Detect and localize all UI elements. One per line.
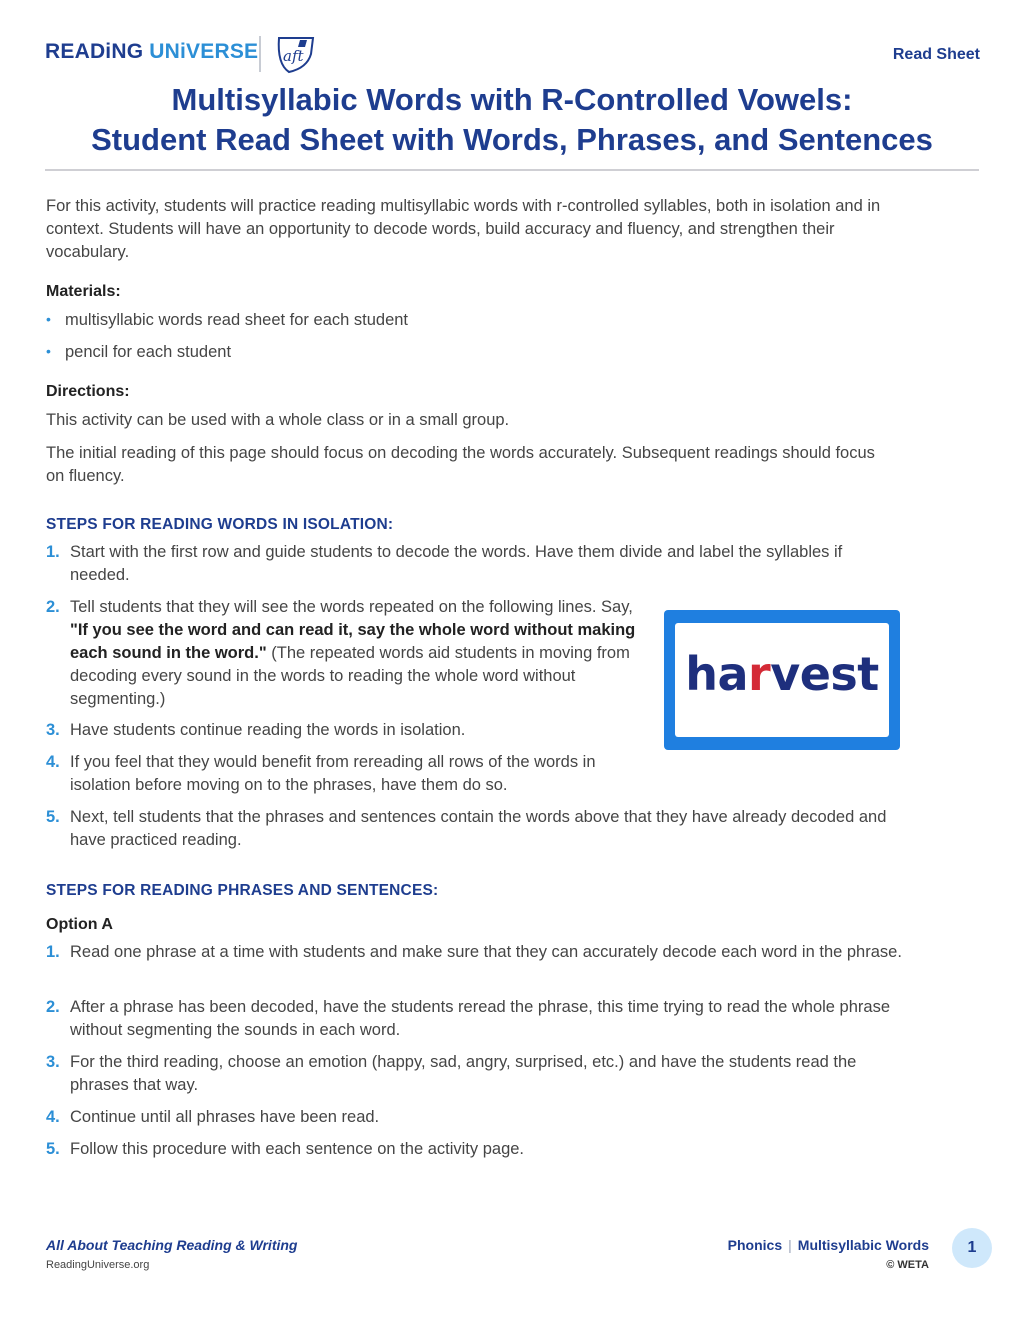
list-item: 4. If you feel that they would benefit from rereading all rows of the words in isolation before moving on to the phrases, have them do so. (46, 753, 596, 794)
list-item: 2. After a phrase has been decoded, have the students reread the phrase, this time trying to read the whole phrase without segmenting the sounds in each word. (46, 998, 891, 1039)
phrases-steps-list (46, 941, 916, 1170)
directions-paragraph-1: This activity can be used with a whole class or in a small group. (46, 411, 510, 429)
aft-logo-text: aft (283, 47, 304, 65)
title-divider (45, 169, 979, 171)
word-card-harvest (664, 610, 900, 750)
list-item: • pencil for each student (46, 341, 746, 373)
bullet-dot-icon: • (46, 311, 51, 327)
footer-copyright: © WETA (886, 1259, 929, 1271)
materials-list (46, 309, 746, 373)
list-item: 5. Follow this procedure with each sentence on the activity page. (46, 1140, 525, 1158)
list-item: 3. Have students continue reading the words in isolation. (46, 721, 466, 739)
page-title (0, 80, 1024, 160)
word-card-text: harvest (685, 647, 879, 701)
aft-logo-icon (273, 34, 317, 74)
footer-category: Phonics (727, 1237, 783, 1253)
phrases-steps-heading: STEPS FOR READING PHRASES AND SENTENCES: (46, 882, 439, 899)
footer-series-title: All About Teaching Reading & Writing (46, 1237, 298, 1253)
sheet-type-label: Read Sheet (892, 46, 980, 63)
logo-universe-text: UNiVERSE (149, 40, 259, 63)
list-item: 2. Tell students that they will see the words repeated on the following lines. Say, "If you see the word and can read it, say the whole word without making each sound in the word." (The repeated words aid students in moving from decoding every sound in the words to reading the whole word without segmenting.) (46, 598, 636, 708)
reading-universe-logo (45, 40, 258, 64)
list-item: 3. For the third reading, choose an emotion (happy, sad, angry, surprised, etc.) and have the students read the phrases that way. (46, 1053, 857, 1094)
footer-topic (728, 1237, 929, 1253)
logo-divider (259, 36, 261, 72)
footer-topic-label: Multisyllabic Words (797, 1237, 929, 1253)
list-item: 1. Start with the first row and guide students to decode the words. Have them divide and label the syllables if needed. (46, 543, 843, 584)
logo-reading-text: READiNG (45, 40, 144, 63)
intro-paragraph: For this activity, students will practice reading multisyllabic words with r-controlled syllables, both in isolation and in context. Students will have an opportunity to decode words, build accuracy and fluency, and strengthen their vocabulary. (46, 197, 881, 261)
isolation-steps-heading: STEPS FOR READING WORDS IN ISOLATION: (46, 516, 394, 533)
title-line-1: Multisyllabic Words with R-Controlled Vowels: (171, 82, 853, 117)
materials-label: Materials: (46, 283, 121, 300)
title-line-2: Student Read Sheet with Words, Phrases, and Sentences (91, 122, 933, 157)
bullet-dot-icon: • (46, 343, 51, 359)
word-card-inner (675, 623, 889, 737)
directions-paragraph-2: The initial reading of this page should focus on decoding the words accurately. Subsequent readings should focus on fluency. (46, 444, 875, 485)
option-a-label: Option A (46, 916, 113, 933)
directions-label: Directions: (46, 383, 130, 400)
list-item: 5. Next, tell students that the phrases and sentences contain the words above that they have already decoded and have practiced reading. (46, 808, 887, 849)
list-item: 1. Read one phrase at a time with students and make sure that they can accurately decode each word in the phrase. (46, 943, 902, 961)
list-item: • multisyllabic words read sheet for each student (46, 309, 746, 341)
footer-url[interactable]: ReadingUniverse.org (46, 1259, 150, 1271)
page-number-badge: 1 (952, 1228, 992, 1268)
footer-separator: | (788, 1237, 792, 1253)
list-item: 4. Continue until all phrases have been read. (46, 1108, 380, 1126)
